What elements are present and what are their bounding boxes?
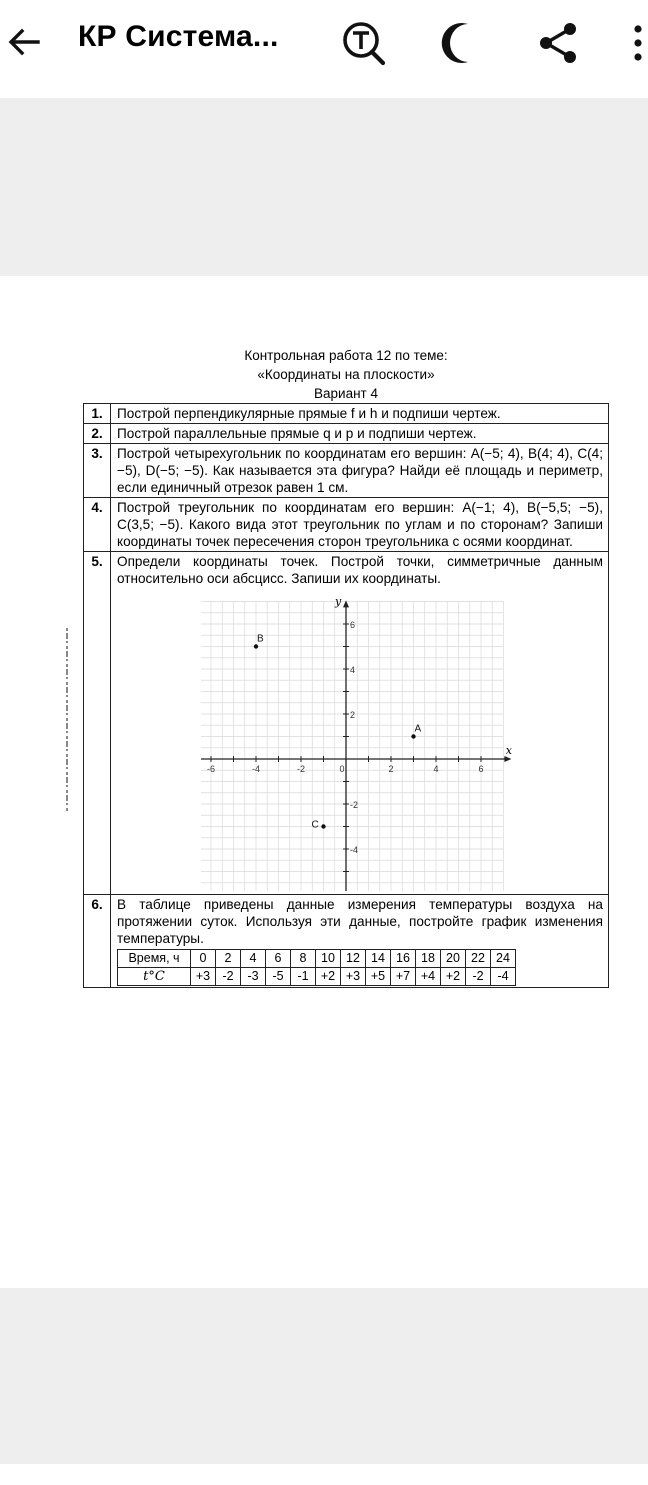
temp-cell: -1 [291,968,316,986]
temp-cell: +7 [391,968,416,986]
y-tick-label: 2 [350,710,356,720]
hour-cell: 20 [441,950,466,968]
temp-cell: -2 [466,968,491,986]
task-number: 2. [84,424,111,444]
y-tick-label: -4 [350,845,359,855]
task-number: 4. [84,498,111,552]
hour-cell: 6 [266,950,291,968]
x-tick-label: -2 [296,764,306,774]
header-line-1: Контрольная работа 12 по теме: [244,348,448,363]
dark-mode-moon-icon[interactable] [438,20,484,66]
temp-cell: +4 [416,968,441,986]
task-row [84,424,609,444]
temp-cell: +2 [316,968,341,986]
point-label: C [311,819,319,831]
temp-cell: -3 [241,968,266,986]
time-label: Время, ч [118,950,191,968]
margin-text [60,628,74,813]
x-tick-label: 0 [339,764,345,774]
point-label: B [257,633,264,645]
share-icon[interactable] [536,20,582,66]
temp-cell: +5 [366,968,391,986]
y-tick-label: -2 [350,800,359,810]
y-tick-label [350,890,358,891]
temp-cell: +3 [191,968,216,986]
x-tick-label: 2 [388,764,394,774]
hour-cell: 10 [316,950,341,968]
task-number: 1. [84,404,111,424]
task-text: В таблице приведены данные измерения температуры воздуха на протяжении суток. Используя эти данные, постройте график изменения температуры. [117,897,603,946]
task-5-cell [111,552,609,895]
point-b [254,644,258,648]
temp-cell: -2 [216,968,241,986]
temp-cell: +2 [441,968,466,986]
task-row [84,498,609,552]
tasks-table [83,403,609,988]
point-a [411,734,415,738]
temp-cell: +3 [341,968,366,986]
temp-cell: -5 [266,968,291,986]
x-tick-label: 6 [478,764,484,774]
coordinate-grid [201,591,521,891]
y-tick-label: 4 [350,665,356,675]
gray-band-top [0,98,648,276]
hour-cell: 22 [466,950,491,968]
task-number: 6. [84,895,111,988]
back-arrow-icon[interactable] [4,22,44,62]
task-number: 3. [84,444,111,498]
y-axis-label: y [335,594,342,608]
app-bar [0,0,648,98]
document-title: КР Система... [78,20,279,53]
temp-cell: -4 [491,968,516,986]
x-tick-label: 4 [433,764,439,774]
task-row [84,404,609,424]
task-text: Определи координаты точек. Построй точки, симметричные данным относительно оси абсцисс. Запиши их координаты. [117,554,603,586]
x-tick-label: -4 [251,764,261,774]
more-vert-icon[interactable] [626,20,646,66]
hours-row [118,950,516,968]
temp-label: t°C [118,968,191,986]
task-row [84,444,609,498]
hour-cell: 14 [366,950,391,968]
hour-cell: 8 [291,950,316,968]
hour-cell: 4 [241,950,266,968]
temps-row [118,968,516,986]
y-tick-label: 6 [350,620,356,630]
point-c [321,824,325,828]
hour-cell: 24 [491,950,516,968]
hour-cell: 16 [391,950,416,968]
worksheet [83,346,609,988]
hour-cell: 18 [416,950,441,968]
task-row [84,895,609,988]
point-label: A [414,723,422,735]
x-axis-label: x [505,744,512,757]
header-line-2: «Координаты на плоскости» [257,367,435,382]
x-tick-label: -6 [206,764,216,774]
gray-band-bottom [0,1288,648,1464]
hour-cell: 12 [341,950,366,968]
task-text: Построй треугольник по координатам его вершин: A(−1; 4), B(−5,5; −5), C(3,5; −5). Какого вида этот треугольник по углам и по сторонам? Запиши координаты точек пересечения сторон треугольника с осями координат. [111,498,609,552]
hour-cell: 0 [191,950,216,968]
task-text: Построй перпендикулярные прямые f и h и подпиши чертеж. [111,404,609,424]
task-text: Построй параллельные прямые q и p и подпиши чертеж. [111,424,609,444]
temperature-table [117,949,516,986]
text-search-icon[interactable] [340,20,386,66]
task-row [84,552,609,895]
task-6-cell [111,895,609,988]
task-text: Построй четырехугольник по координатам его вершин: A(−5; 4), B(4; 4), C(4; −5), D(−5; −5). Как называется эта фигура? Найди её площадь и периметр, если единичный отрезок равен 1 см. [111,444,609,498]
worksheet-header [83,346,609,403]
variant-label: Вариант 4 [314,386,378,401]
task-number: 5. [84,552,111,895]
hour-cell: 2 [216,950,241,968]
